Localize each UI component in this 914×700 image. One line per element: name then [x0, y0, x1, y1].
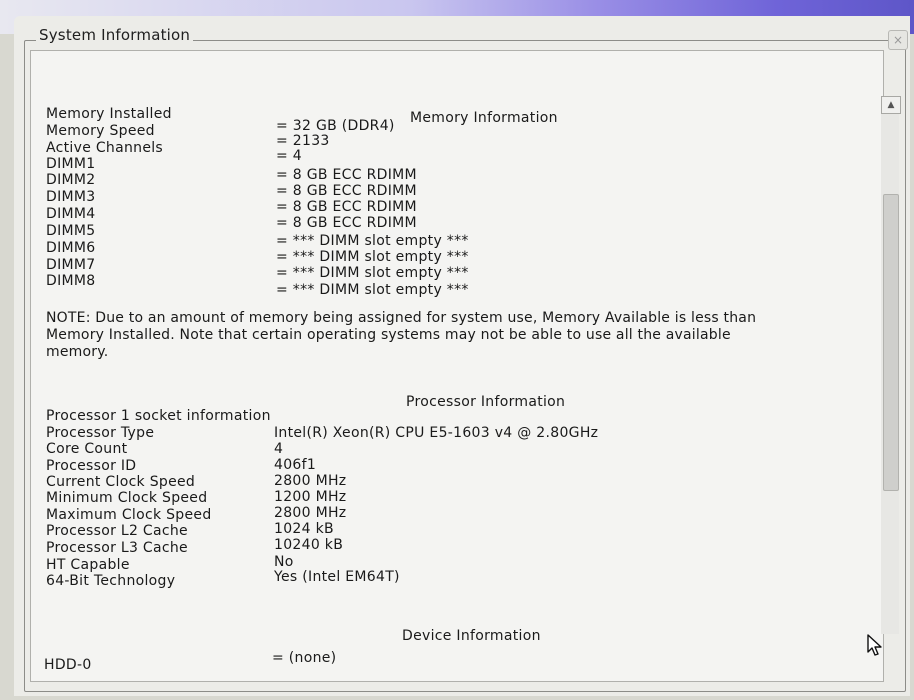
processor-row-label: Maximum Clock Speed	[46, 507, 212, 523]
processor-row-label: HT Capable	[46, 557, 130, 573]
processor-row-value: Yes (Intel EM64T)	[274, 569, 400, 585]
mouse-pointer-icon	[866, 634, 884, 656]
memory-row-value: = *** DIMM slot empty ***	[276, 233, 469, 249]
memory-row-label: DIMM4	[46, 206, 96, 222]
processor-row-label: Processor L3 Cache	[46, 540, 188, 556]
memory-row-label: DIMM3	[46, 189, 96, 205]
device-row-value: = (none)	[272, 650, 337, 666]
processor-row-label: Core Count	[46, 441, 128, 457]
memory-row-label: DIMM2	[46, 172, 96, 188]
processor-row-value: Intel(R) Xeon(R) CPU E5-1603 v4 @ 2.80GHz	[274, 425, 599, 441]
scroll-track[interactable]	[881, 114, 899, 634]
memory-row-label: Active Channels	[46, 140, 164, 156]
processor-row-value: 406f1	[274, 457, 317, 473]
processor-information-heading: Processor Information	[406, 394, 566, 410]
memory-row-label: DIMM8	[46, 273, 96, 289]
processor-row-label: Processor Type	[46, 425, 155, 441]
triangle-up-icon: ▲	[887, 100, 895, 110]
processor-row-label: 64-Bit Technology	[46, 573, 176, 589]
memory-row-value: = 8 GB ECC RDIMM	[276, 199, 417, 215]
processor-row-value: No	[274, 554, 294, 570]
memory-row-value: = 8 GB ECC RDIMM	[276, 167, 417, 183]
device-row-label: HDD-0	[44, 657, 92, 673]
device-information-heading: Device Information	[402, 628, 541, 644]
memory-row-value: = 32 GB (DDR4)	[276, 118, 395, 134]
scroll-up-button[interactable]	[881, 96, 901, 114]
memory-row-label: Memory Speed	[46, 123, 155, 139]
processor-socket-label: Processor 1 socket information	[46, 408, 271, 424]
memory-row-value: = *** DIMM slot empty ***	[276, 282, 469, 298]
memory-row-value: = *** DIMM slot empty ***	[276, 265, 469, 281]
scroll-thumb[interactable]	[883, 194, 899, 491]
processor-row-value: 2800 MHz	[274, 505, 347, 521]
memory-row-value: = 2133	[276, 133, 330, 149]
memory-row-label: DIMM5	[46, 223, 96, 239]
processor-row-value: 4	[274, 441, 284, 457]
processor-row-value: 1024 kB	[274, 521, 334, 537]
memory-row-label: DIMM1	[46, 156, 96, 172]
window-title: System Information	[36, 26, 193, 44]
memory-note: NOTE: Due to an amount of memory being assigned for system use, Memory Available is less than Memory Installed. Note that certain operating systems may not be able to use all the available memory.	[46, 310, 757, 360]
processor-row-value: 2800 MHz	[274, 473, 347, 489]
processor-row-value: 10240 kB	[274, 537, 344, 553]
memory-row-label: DIMM6	[46, 240, 96, 256]
memory-row-value: = *** DIMM slot empty ***	[276, 249, 469, 265]
processor-row-label: Minimum Clock Speed	[46, 490, 208, 506]
memory-row-value: = 8 GB ECC RDIMM	[276, 215, 417, 231]
memory-row-label: DIMM7	[46, 257, 96, 273]
processor-row-label: Current Clock Speed	[46, 474, 196, 490]
vertical-scrollbar[interactable]	[869, 92, 903, 672]
processor-row-label: Processor ID	[46, 458, 137, 474]
memory-row-value: = 4	[276, 148, 302, 164]
memory-row-label: Memory Installed	[46, 106, 172, 122]
memory-row-value: = 8 GB ECC RDIMM	[276, 183, 417, 199]
close-button[interactable]: ×	[888, 30, 908, 50]
processor-row-value: 1200 MHz	[274, 489, 347, 505]
memory-information-heading: Memory Information	[410, 110, 558, 126]
processor-row-label: Processor L2 Cache	[46, 523, 188, 539]
